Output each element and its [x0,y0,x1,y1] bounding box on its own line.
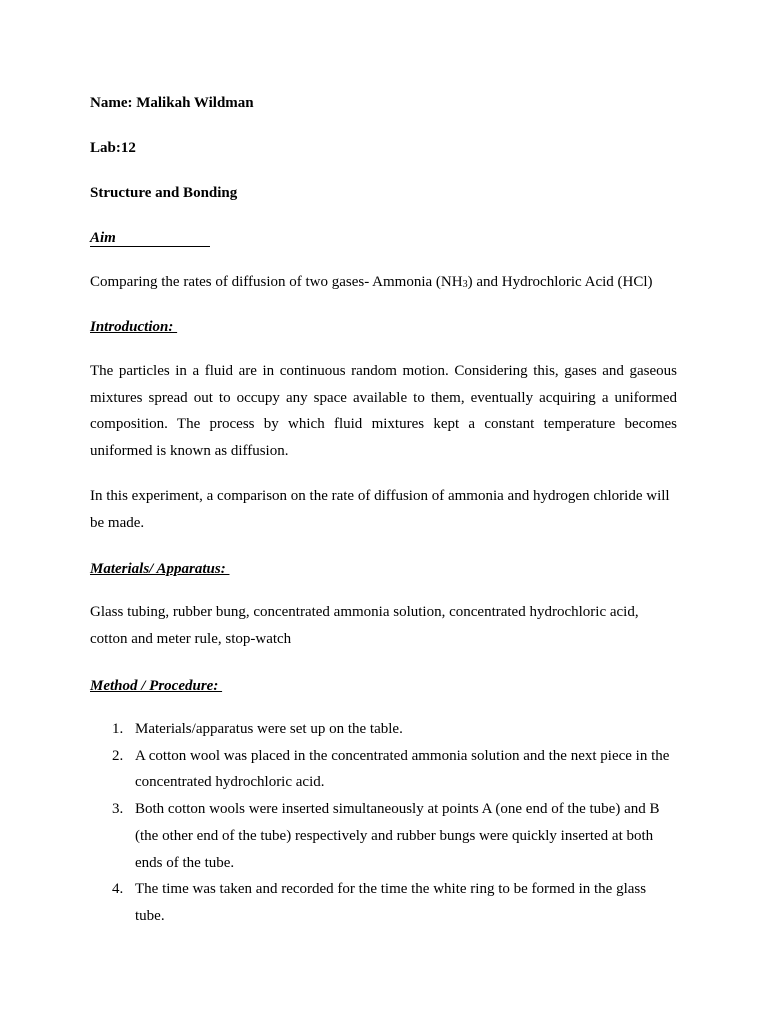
aim-text-part2: ) and Hydrochloric Acid (HCl) [467,274,653,290]
method-step-text: Both cotton wools were inserted simultaneously at points A (one end of the tube) and B (the other end of the tube) respectively and rubber bungs were quickly inserted at both ends of the tube. [135,801,660,871]
aim-heading-text: Aim [90,230,210,247]
aim-text-part1: Comparing the rates of diffusion of two gases- Ammonia (NH [90,274,463,290]
method-step-number: 2. [112,747,124,764]
method-step [90,716,677,743]
introduction-heading: Introduction: [90,319,178,335]
aim-subscript: 3 [462,279,468,290]
method-step-number: 1. [112,721,124,737]
method-step [90,876,677,929]
materials-text: Glass tubing, rubber bung, concentrated ammonia solution, concentrated hydrochloric acid, cotton and meter rule, stop-watch [90,604,639,647]
method-step [90,743,677,796]
lab-number: Lab:12 [90,140,136,156]
method-heading: Method / Procedure: [90,678,223,694]
method-step-text: A cotton wool was placed in the concentrated ammonia solution and the next piece in the concentrated hydrochloric acid. [135,747,670,791]
introduction-paragraph-2: In this experiment, a comparison on the rate of diffusion of ammonia and hydrogen chloride will be made. [90,488,670,531]
method-steps-list [90,716,677,930]
materials-heading: Materials/ Apparatus: [90,561,230,577]
method-step [90,796,677,876]
aim-text [90,273,653,291]
method-step-number: 3. [112,801,124,818]
aim-heading [90,229,210,247]
method-step-text: Materials/apparatus were set up on the table. [135,721,403,737]
method-step-number: 4. [112,881,124,898]
method-step-text: The time was taken and recorded for the time the white ring to be formed in the glass tube. [135,881,647,924]
student-name: Name: Malikah Wildman [90,95,254,111]
introduction-paragraph-1: The particles in a fluid are in continuous random motion. Considering this, gases and gaseous mixtures spread out to occupy any space available to them, eventually acquiring a uniformed composition. The process by which fluid mixtures kept a constant temperature becomes uniformed is known as diffusion. [90,363,677,460]
lab-topic: Structure and Bonding [90,185,238,201]
